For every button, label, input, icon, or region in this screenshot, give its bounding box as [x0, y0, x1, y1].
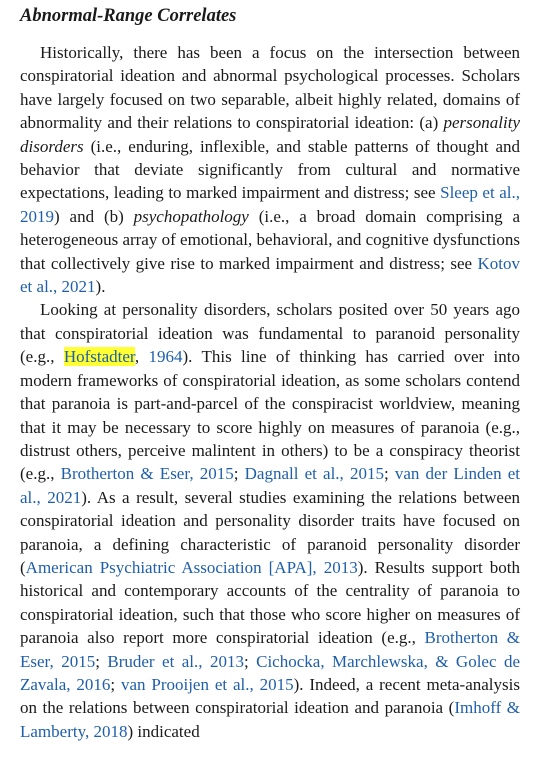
article-page	[20, 4, 520, 743]
paragraph-text: ;	[243, 651, 257, 671]
paragraph-text: ). Indeed, a recent meta-analysis on the relations between conspiratorial ideation and paranoia (	[20, 674, 520, 718]
citation-link-cichocka[interactable]: Cichocka, Marchlewska, & Golec de Zavala, 2016	[20, 651, 521, 694]
citation-link-dagnall[interactable]: Dagnall et al., 2015	[244, 464, 384, 484]
paragraph-text: ) and (b)	[54, 206, 134, 226]
paragraph-text: ) indicated	[127, 721, 200, 741]
citation-link-sleep[interactable]: Sleep et al., 2019	[20, 183, 520, 226]
paragraph-text: ). This line of thinking has carried over into modern frameworks of conspiratorial ideation, as some scholars contend that paranoia is part-and-parcel of the conspiracist worldview, meaning that it may be necessary to score highly on measures of paranoia (e.g., distrust others, perceive malintent in others) to be a conspiracy theorist (e.g.,	[20, 347, 520, 484]
citation-link-brotherton[interactable]: Brotherton & Eser, 2015	[60, 464, 234, 484]
section-heading: Abnormal-Range Correlates	[20, 6, 237, 26]
paragraph-text: ;	[383, 464, 395, 484]
paragraph-text: Historically, there has been a focus on the intersection between conspiratorial ideation and abnormal psychological processes. Scholars have largely focused on two separable, albeit highly related, domains of abnormality and their relations to conspiratorial ideation: (a)	[20, 43, 520, 133]
paragraph-1	[20, 41, 520, 298]
citation-link-apa[interactable]: American Psychiatric Association [APA], 2013	[25, 557, 358, 577]
paragraph-text: (i.e., enduring, inflexible, and stable patterns of thought and behavior that deviate significantly from cultural and normative expectations, leading to marked impairment and distress; see	[20, 136, 520, 203]
paragraph-text: ;	[95, 651, 108, 671]
paragraph-text: Looking at personality disorders, scholars posited over 50 years ago that conspiratorial ideation was fundamental to paranoid personality (e.g.,	[20, 300, 520, 367]
citation-link-hofstadter-year[interactable]: 1964	[148, 347, 183, 367]
citation-link-brotherton-2[interactable]: Brotherton & Eser, 2015	[20, 628, 520, 671]
paragraph-text: ). Results support both historical and contemporary accounts of the centrality of paranoia to conspiratorial ideation, such that those who score higher on measures of paranoia also report more conspiratorial ideation (e.g.,	[20, 557, 520, 648]
citation-link-hofstadter-highlighted[interactable]: Hofstadter	[63, 347, 135, 367]
term-personality-disorders: personality disorders	[20, 113, 520, 156]
term-psychopathology: psychopathology	[133, 206, 249, 226]
citation-link-bruder[interactable]: Bruder et al., 2013	[107, 651, 244, 671]
paragraph-text: (i.e., a broad domain comprising a heterogeneous array of emotional, behavioral, and cognitive dysfunctions that collectively give rise to marked impairment and distress; see	[20, 206, 521, 273]
paragraph-text: ).	[95, 277, 106, 297]
paragraph-text: ;	[233, 464, 245, 484]
citation-link-van-der-linden[interactable]: van der Linden et al., 2021	[20, 464, 520, 507]
citation-link-kotov[interactable]: Kotov et al., 2021	[20, 253, 520, 297]
citation-link-van-prooijen[interactable]: van Prooijen et al., 2015	[120, 674, 294, 694]
paragraph-text: ;	[110, 674, 121, 694]
paragraph-text: ). As a result, several studies examining the relations between conspiratorial ideation and personality disorder traits have focused on paranoia, a defining characteristic of paranoid personality disorder (	[20, 487, 520, 577]
paragraph-2	[20, 298, 520, 743]
paragraph-text: ,	[134, 347, 149, 367]
citation-link-imhoff[interactable]: Imhoff & Lamberty, 2018	[20, 698, 521, 741]
